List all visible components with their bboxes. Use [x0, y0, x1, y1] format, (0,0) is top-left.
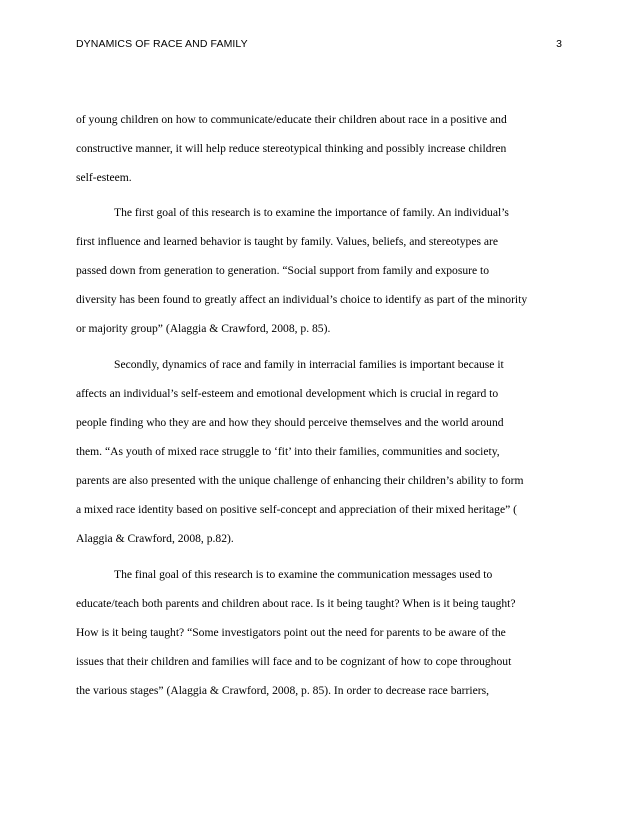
paragraph-first-line: The final goal of this research is to examine the communication messages used to [114, 568, 493, 581]
body-line: Alaggia & Crawford, 2008, p.82). [76, 532, 234, 545]
body-line: parents are also presented with the unique challenge of enhancing their children’s ability to form [76, 474, 524, 487]
body-line: the various stages” (Alaggia & Crawford, 2008, p. 85). In order to decrease race barriers, [76, 684, 490, 697]
body-line: educate/teach both parents and children about race. Is it being taught? When is it being taught? [76, 597, 516, 610]
body-line: people finding who they are and how they should perceive themselves and the world around [76, 416, 504, 429]
body-line: of young children on how to communicate/educate their children about race in a positive and [76, 113, 507, 126]
body-line: them. “As youth of mixed race struggle to ‘fit’ into their families, communities and society, [76, 445, 500, 458]
running-head: DYNAMICS OF RACE AND FAMILY [76, 38, 248, 50]
page-number: 3 [556, 38, 562, 50]
body-line: first influence and learned behavior is taught by family. Values, beliefs, and stereotypes are [76, 235, 499, 248]
body-line: affects an individual’s self-esteem and emotional development which is crucial in regard to [76, 387, 499, 400]
paragraph-first-line: Secondly, dynamics of race and family in interracial families is important because it [114, 358, 504, 371]
paragraph-first-line: The first goal of this research is to examine the importance of family. An individual’s [114, 206, 509, 219]
body-line: diversity has been found to greatly affect an individual’s choice to identify as part of the minority [76, 293, 528, 306]
body-line: How is it being taught? “Some investigators point out the need for parents to be aware of the [76, 626, 506, 639]
body-line: or majority group” (Alaggia & Crawford, 2008, p. 85). [76, 322, 331, 335]
body-line: issues that their children and families will face and to be cognizant of how to cope throughout [76, 655, 512, 668]
body-line: constructive manner, it will help reduce stereotypical thinking and possibly increase children [76, 142, 507, 155]
body-line: a mixed race identity based on positive self-concept and appreciation of their mixed heritage” ( [76, 503, 518, 516]
body-line: self-esteem. [76, 171, 132, 184]
body-line: passed down from generation to generation. “Social support from family and exposure to [76, 264, 490, 277]
